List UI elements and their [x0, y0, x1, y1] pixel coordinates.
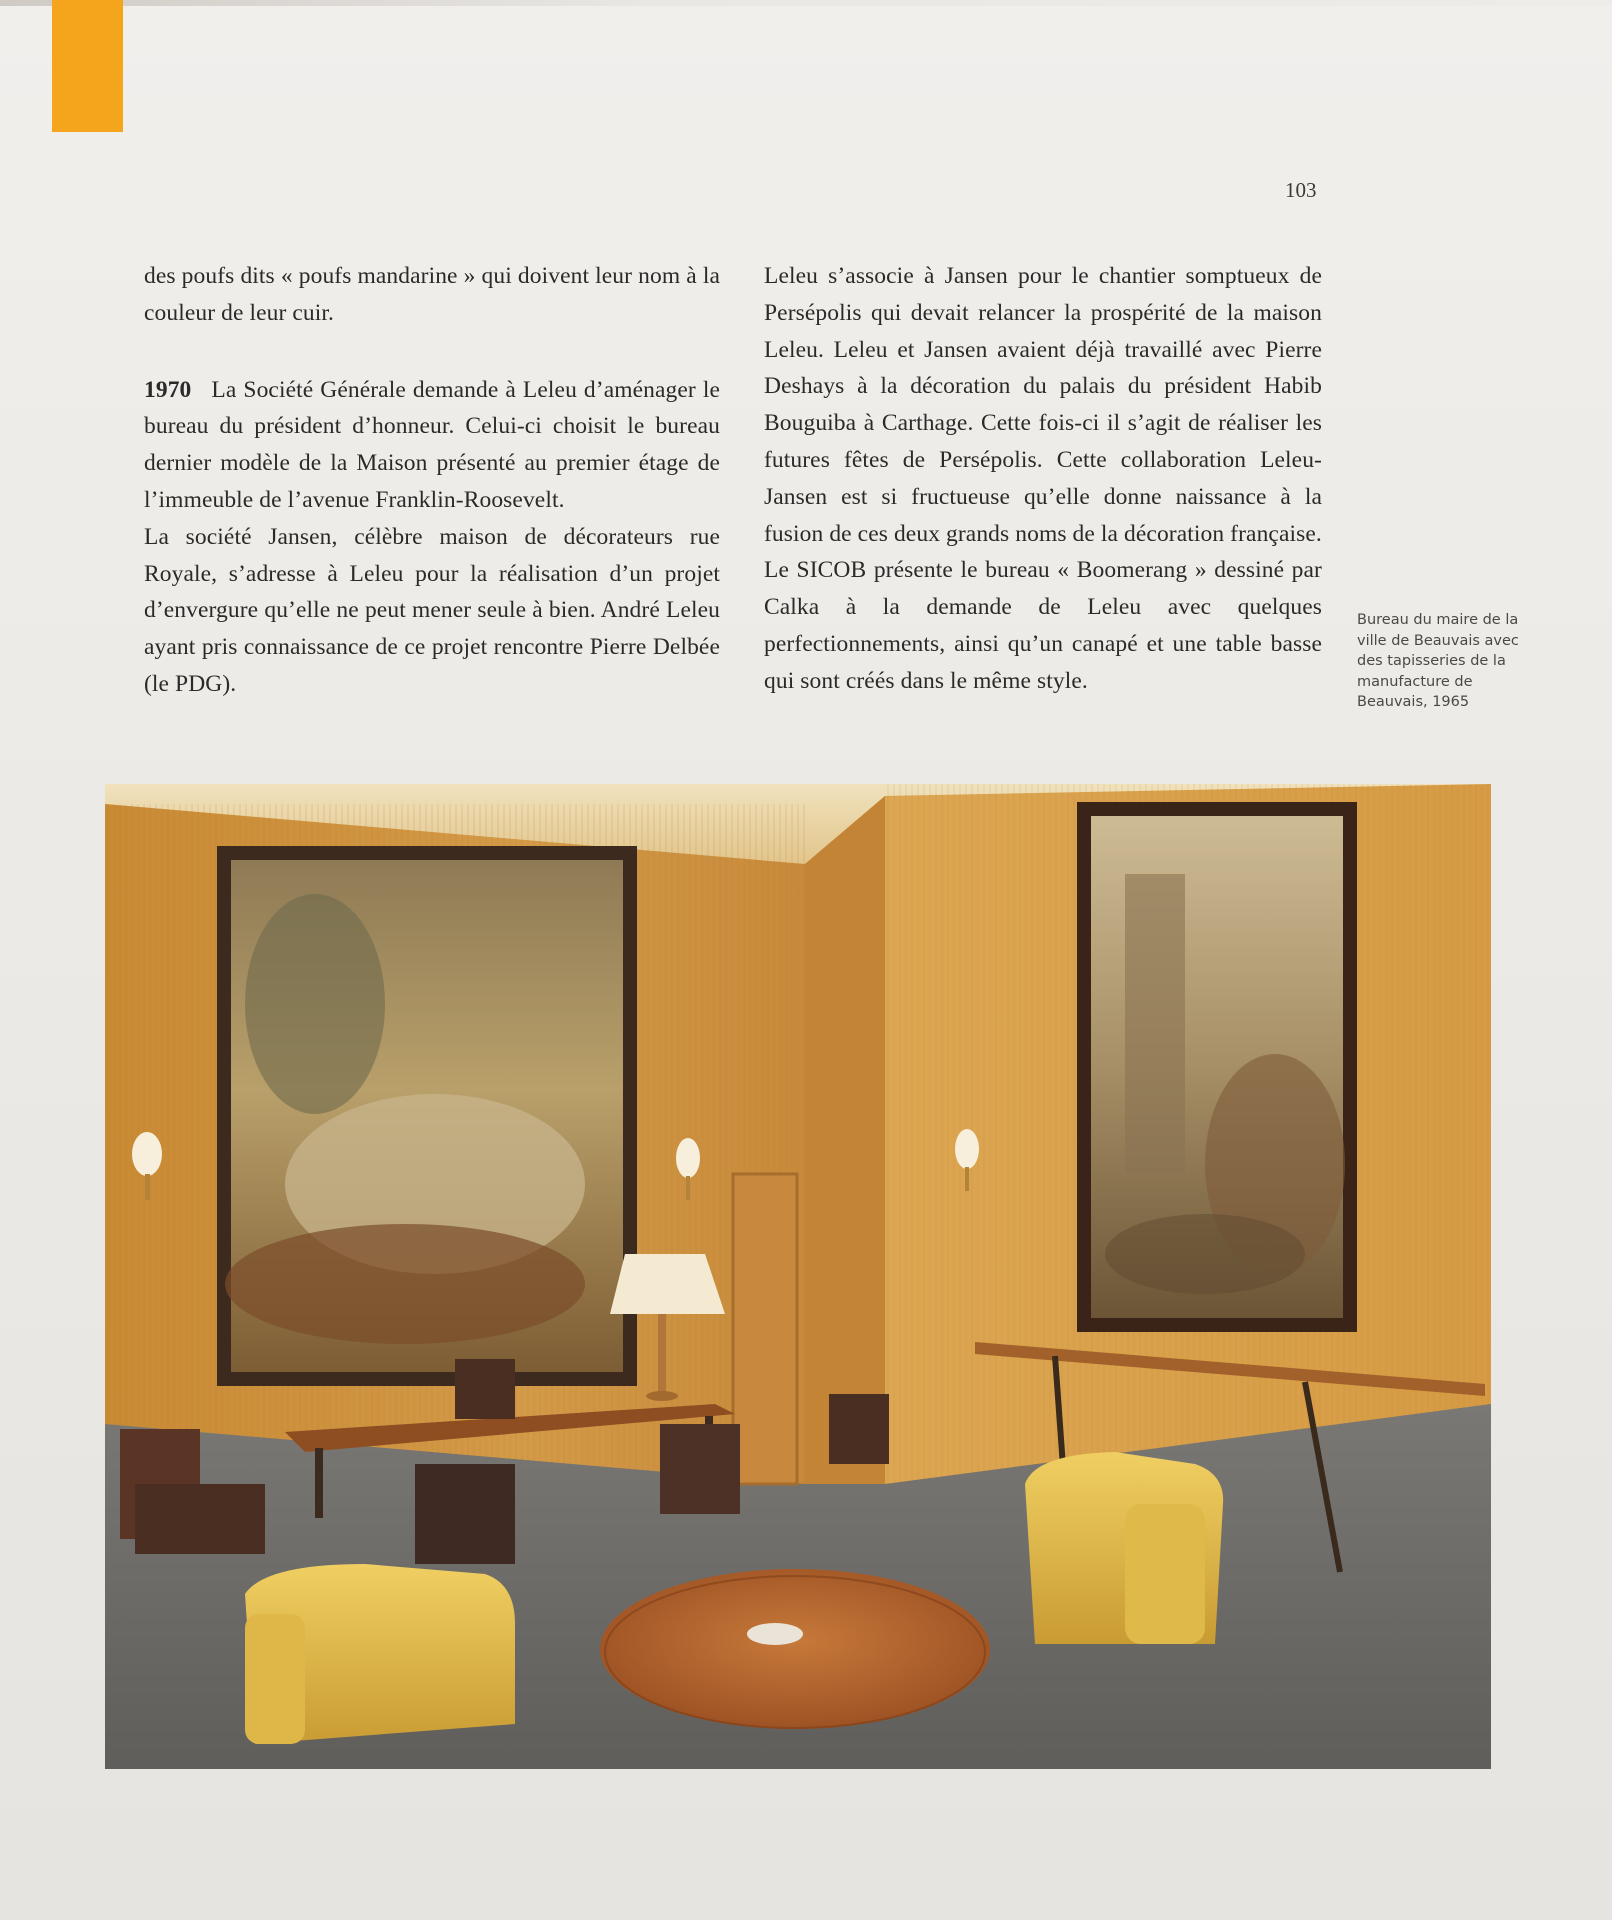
photo-caption [1357, 610, 1537, 713]
caption-line: ville de Beauvais avec [1357, 632, 1519, 649]
caption-line: Beauvais, 1965 [1357, 694, 1470, 710]
paragraph: Le SICOB présente le bureau « Boomerang » dessiné par Calka à la demande de Leleu avec quelques perfectionnements, ainsi qu’un canapé et une table basse qui sont créés dans le même style. [764, 557, 1322, 694]
section-color-tab [52, 0, 123, 132]
text-column-left [144, 258, 720, 703]
paragraph: des poufs dits « poufs mandarine » qui doivent leur nom à la couleur de leur cuir. [144, 263, 720, 326]
paragraph: La société Jansen, célèbre maison de décorateurs rue Royale, s’adresse à Leleu pour la réalisation d’un projet d’envergure qu’elle ne peut mener seule à bien. André Leleu ayant pris connaissance de ce projet rencontre Pierre Delbée (le PDG). [144, 523, 720, 697]
caption-line: des tapisseries de la [1357, 653, 1506, 669]
paragraph: Leleu s’associe à Jansen pour le chantier somptueux de Persépolis qui devait relancer la prospérité de la maison Leleu. Leleu et Jansen avaient déjà travaillé avec Pierre Deshays à la décoration du palais du président Habib Bouguiba à Carthage. Cette fois-ci il s’agit de réaliser les futures fêtes de Persépolis. Cette collaboration Leleu-Jansen est si fructueuse qu’elle donne naissance à la fusion de ces deux grands noms de la décoration française. [764, 263, 1322, 547]
paragraph-text: La Société Générale demande à Leleu d’aménager le bureau du président d’honneur. Celui-ci choisit le bureau dernier modèle de la Maison présenté au premier étage de l’immeuble de l’avenue Franklin-Roosevelt. [144, 376, 720, 513]
page-top-edge [0, 0, 1612, 6]
text-column-right [764, 258, 1322, 700]
office-photograph [105, 784, 1491, 1769]
caption-line: manufacture de [1357, 673, 1473, 690]
page-number: 103 [1285, 178, 1317, 202]
caption-line: Bureau du maire de la [1357, 612, 1519, 628]
year-label: 1970 [144, 376, 192, 403]
paragraph [144, 372, 720, 519]
